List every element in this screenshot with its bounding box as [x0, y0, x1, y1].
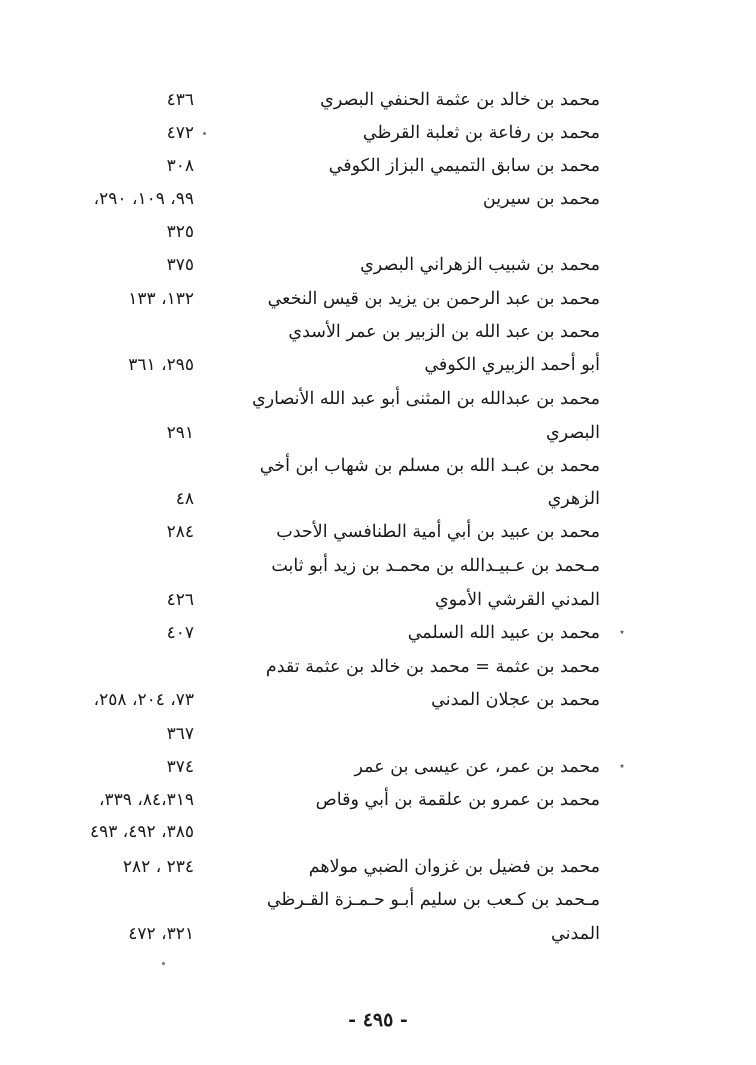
entry-name: محمد بن عمرو بن علقمة بن أبي وقاص — [315, 790, 600, 810]
entry-name: محمد بن عثمة = محمد بن خالد بن عثمة تقدم — [265, 657, 600, 677]
index-entry — [60, 216, 600, 249]
index-entry — [60, 450, 600, 483]
index-entry — [60, 383, 600, 416]
entry-pages: ٣٠٨ — [166, 156, 194, 176]
index-entry — [60, 584, 600, 617]
entry-pages: ٤٣٦ — [166, 90, 194, 110]
entry-pages: ٣٢١، ٤٧٢ — [128, 924, 194, 944]
index-entry — [60, 651, 600, 684]
entry-name: الزهري — [547, 489, 600, 509]
entry-pages: ٤٨ — [175, 489, 194, 509]
entry-name: محمد بن عبيد بن أبي أمية الطنافسي الأحدب — [276, 522, 600, 542]
index-entry — [60, 718, 600, 751]
entry-name: محمد بن عبد الرحمن بن يزيد بن قيس النخعي — [267, 289, 600, 309]
index-entry — [60, 851, 600, 884]
entry-pages: ٤٢٦ — [166, 590, 194, 610]
entry-pages: ٩٩، ١٠٩، ٢٩٠، — [93, 189, 194, 209]
speck — [203, 132, 206, 135]
index-entry — [60, 684, 600, 717]
index-entry — [60, 751, 600, 784]
index-entry — [60, 483, 600, 516]
entry-name: محمد بن سيرين — [482, 189, 600, 209]
index-entry — [60, 550, 600, 583]
index-entry — [60, 417, 600, 450]
entry-pages: ٧٣، ٢٠٤، ٢٥٨، — [93, 690, 194, 710]
margin-marker-icon: ٭ — [619, 761, 625, 772]
entry-name: محمد بن شبيب الزهراني البصري — [360, 255, 600, 275]
entry-pages: ٤٧٢ — [166, 123, 194, 143]
entry-name: محمد بن فضيل بن غزوان الضبي مولاهم — [308, 857, 600, 877]
speck — [162, 962, 165, 965]
index-entry — [60, 84, 600, 117]
index-entry — [60, 316, 600, 349]
index-entry — [60, 349, 600, 382]
index-entry — [60, 117, 600, 150]
entry-name: أبو أحمد الزبيري الكوفي — [424, 355, 600, 375]
entry-name: محمد بن عبد الله بن الزبير بن عمر الأسدي — [288, 322, 600, 342]
entry-name: محمد بن رفاعة بن ثعلبة القرظي — [362, 123, 600, 143]
index-entry — [60, 183, 600, 216]
index-entry — [60, 617, 600, 650]
entry-name: محمد بن سابق التميمي البزاز الكوفي — [328, 156, 600, 176]
entry-pages: ٢٩١ — [166, 423, 194, 443]
entry-name: مـحمد بن عـبيـدالله بن محمـد بن زيد أبو ثابت — [271, 556, 600, 576]
entry-pages: ٣٧٤ — [166, 757, 194, 777]
entry-pages: ٣٧٥ — [166, 255, 194, 275]
entry-name: المدني القرشي الأموي — [435, 590, 600, 610]
entry-pages: ٢٩٥، ٣٦١ — [128, 355, 194, 375]
index-entry — [60, 884, 600, 917]
entry-pages: ٣٢٥ — [166, 222, 194, 242]
entry-name: محمد بن عجلان المدني — [431, 690, 600, 710]
margin-marker-icon: ٭ — [619, 627, 625, 638]
index-entry — [60, 816, 600, 849]
entry-name: البصري — [545, 423, 600, 443]
entry-pages: ٣٨٥، ٤٩٢، ٤٩٣ — [90, 822, 194, 842]
index-entry — [60, 784, 600, 817]
entry-pages: ٣٦٧ — [166, 724, 194, 744]
entry-name: محمد بن عبدالله بن المثنى أبو عبد الله الأنصاري — [251, 389, 600, 409]
index-entry — [60, 150, 600, 183]
entry-pages: ٨٤،٣١٩، ٣٣٩، — [99, 790, 194, 810]
entry-pages: ٤٠٧ — [166, 623, 194, 643]
entry-name: محمد بن خالد بن عثمة الحنفي البصري — [320, 90, 600, 110]
index-entry — [60, 918, 600, 951]
entry-pages: ٢٣٤ ، ٢٨٢ — [122, 857, 194, 877]
index-entry — [60, 516, 600, 549]
entry-pages: ١٣٢، ١٣٣ — [128, 289, 194, 309]
entry-pages: ٢٨٤ — [166, 522, 194, 542]
page-number: - ٤٩٥ - — [348, 1009, 408, 1031]
entry-name: المدني — [551, 924, 600, 944]
entry-name: محمد بن عبيد الله السلمي — [407, 623, 600, 643]
index-entry — [60, 249, 600, 282]
index-entry — [60, 283, 600, 316]
entry-name: مـحمد بن كـعب بن سليم أبـو حـمـزة القـرظي — [266, 890, 600, 910]
entry-name: محمد بن عمر، عن عيسى بن عمر — [354, 757, 600, 777]
entry-name: محمد بن عبـد الله بن مسلم بن شهاب ابن أخي — [259, 456, 600, 476]
